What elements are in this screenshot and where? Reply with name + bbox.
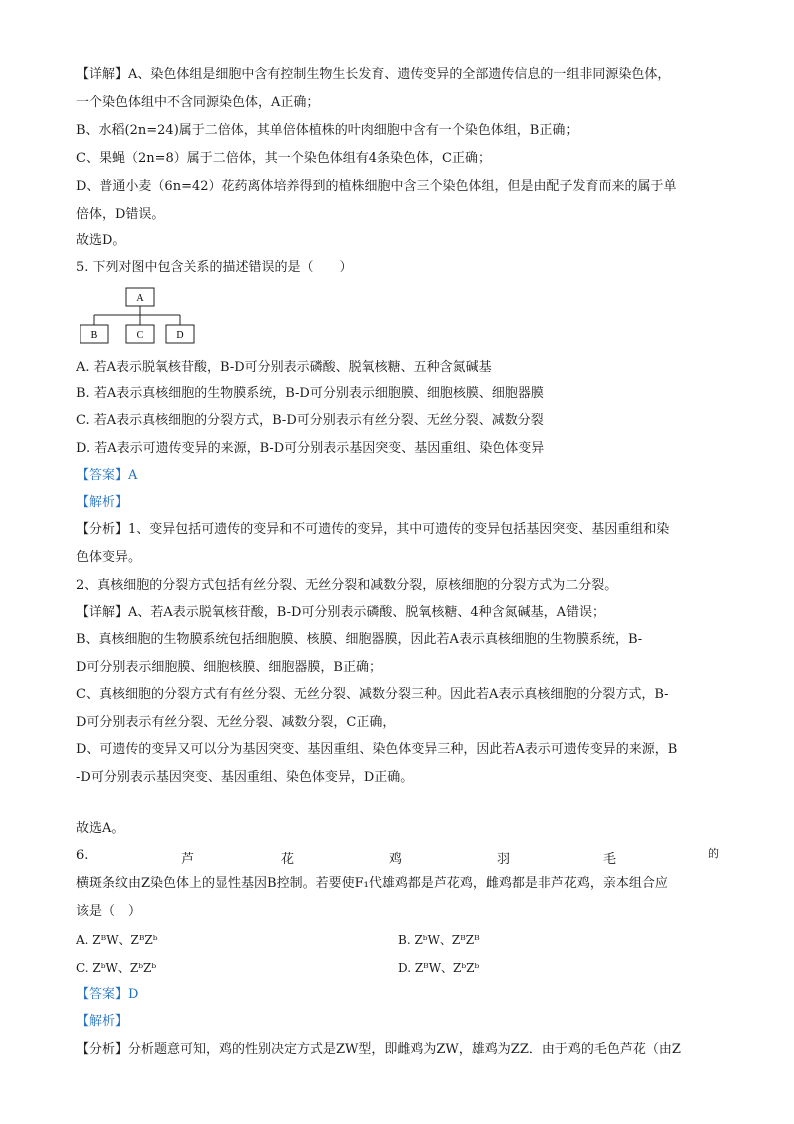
question-6-option-c: C. ZᵇW、ZᵇZᵇ [76, 961, 157, 975]
inclusion-diagram [80, 287, 200, 347]
stem-word: 毛 [603, 852, 617, 867]
question-6-stem-line2: 横斑条纹由Z染色体上的显性基因B控制。若要使F₁代雄鸡都是芦花鸡，雌鸡都是非芦花鸡，亲本组合应 [76, 876, 668, 891]
question-6-number: 6. [76, 848, 89, 863]
analysis-line: 【分析】1、变异包括可遗传的变异和不可遗传的变异，其中可遗传的变异包括基因突变、基因重组和染 [76, 522, 670, 537]
question-6-stem-line3: 该是（ ） [76, 904, 142, 919]
question-6-option-b: B. ZᵇW、ZᴮZᴮ [398, 933, 480, 947]
analysis-line: B、真核细胞的生物膜系统包括细胞膜、核膜、细胞器膜，因此若A表示真核细胞的生物膜系统，B- [76, 632, 643, 647]
analysis-line: 色体变异。 [76, 550, 142, 565]
question-5-option-b: B. 若A表示真核细胞的生物膜系统，B-D可分别表示细胞膜、细胞核膜、细胞器膜 [76, 386, 544, 401]
stem-word: 鸡 [389, 852, 403, 867]
text-line: 倍体，D错误。 [76, 207, 165, 222]
question-6-analysis: 【分析】分析题意可知，鸡的性别决定方式是ZW型，即雌鸡为ZW，雄鸡为ZZ．由于鸡的毛色芦花（由Z [76, 1042, 681, 1057]
analysis-line: D可分别表示细胞膜、细胞核膜、细胞器膜，B正确； [76, 660, 382, 675]
question-5-answer: 【答案】A [76, 468, 138, 483]
question-5-option-d: D. 若A表示可遗传变异的来源，B-D可分别表示基因突变、基因重组、染色体变异 [76, 441, 545, 456]
stem-word: 羽 [497, 852, 511, 867]
text-line: 【详解】A、染色体组是细胞中含有控制生物生长发育、遗传变异的全部遗传信息的一组非同源染色体， [76, 67, 671, 82]
text-line: C、果蝇（2n=8）属于二倍体，其一个染色体组有4条染色体，C正确； [76, 151, 491, 166]
box-d-label: D [176, 330, 184, 341]
question-6-option-a: A. ZᴮW、ZᴮZᵇ [76, 933, 158, 947]
analysis-line: 2、真核细胞的分裂方式包括有丝分裂、无丝分裂和减数分裂，原核细胞的分裂方式为二分裂。 [76, 578, 618, 593]
stem-word: 芦 [181, 852, 195, 867]
question-5-jiexi-heading: 【解析】 [76, 495, 129, 510]
question-5-option-c: C. 若A表示真核细胞的分裂方式，B-D可分别表示有丝分裂、无丝分裂、减数分裂 [76, 413, 544, 428]
question-5-conclusion: 故选A。 [76, 821, 125, 836]
box-b-label: B [90, 330, 98, 341]
text-line: B、水稻(2n=24)属于二倍体，其单倍体植株的叶肉细胞中含有一个染色体组，B正确； [76, 123, 579, 138]
text-line: 一个染色体组中不含同源染色体，A正确； [76, 95, 320, 110]
question-5-option-a: A. 若A表示脱氧核苷酸，B-D可分别表示磷酸、脱氧核糖、五种含氮碱基 [76, 360, 492, 375]
analysis-line: D可分别表示有丝分裂、无丝分裂、减数分裂，C正确， [76, 715, 396, 730]
question-5-stem: 5. 下列对图中包含关系的描述错误的是（ ） [76, 260, 353, 275]
question-6-stem-line1 [76, 848, 721, 870]
stem-word: 的 [708, 847, 719, 860]
box-c-label: C [136, 330, 144, 341]
text-line: D、普通小麦（6n=42）花药离体培养得到的植株细胞中含三个染色体组，但是由配子发育而来的属于单 [76, 179, 677, 194]
box-a-label: A [136, 293, 144, 304]
text-line: 故选D。 [76, 233, 126, 248]
question-6-answer: 【答案】D [76, 987, 139, 1002]
question-6-option-d: D. ZᴮW、ZᵇZᵇ [398, 961, 480, 975]
analysis-line: D、可遗传的变异又可以分为基因突变、基因重组、染色体变异三种，因此若A表示可遗传变异的来源，B [76, 742, 678, 757]
analysis-line: C、真核细胞的分裂方式有有丝分裂、无丝分裂、减数分裂三种。因此若A表示真核细胞的分裂方式，B- [76, 687, 669, 702]
stem-word: 花 [281, 852, 295, 867]
analysis-line: 【详解】A、若A表示脱氧核苷酸，B-D可分别表示磷酸、脱氧核糖、4种含氮碱基，A错误； [76, 605, 606, 620]
analysis-line: -D可分别表示基因突变、基因重组、染色体变异，D正确。 [76, 770, 414, 785]
question-6-jiexi-heading: 【解析】 [76, 1014, 129, 1029]
